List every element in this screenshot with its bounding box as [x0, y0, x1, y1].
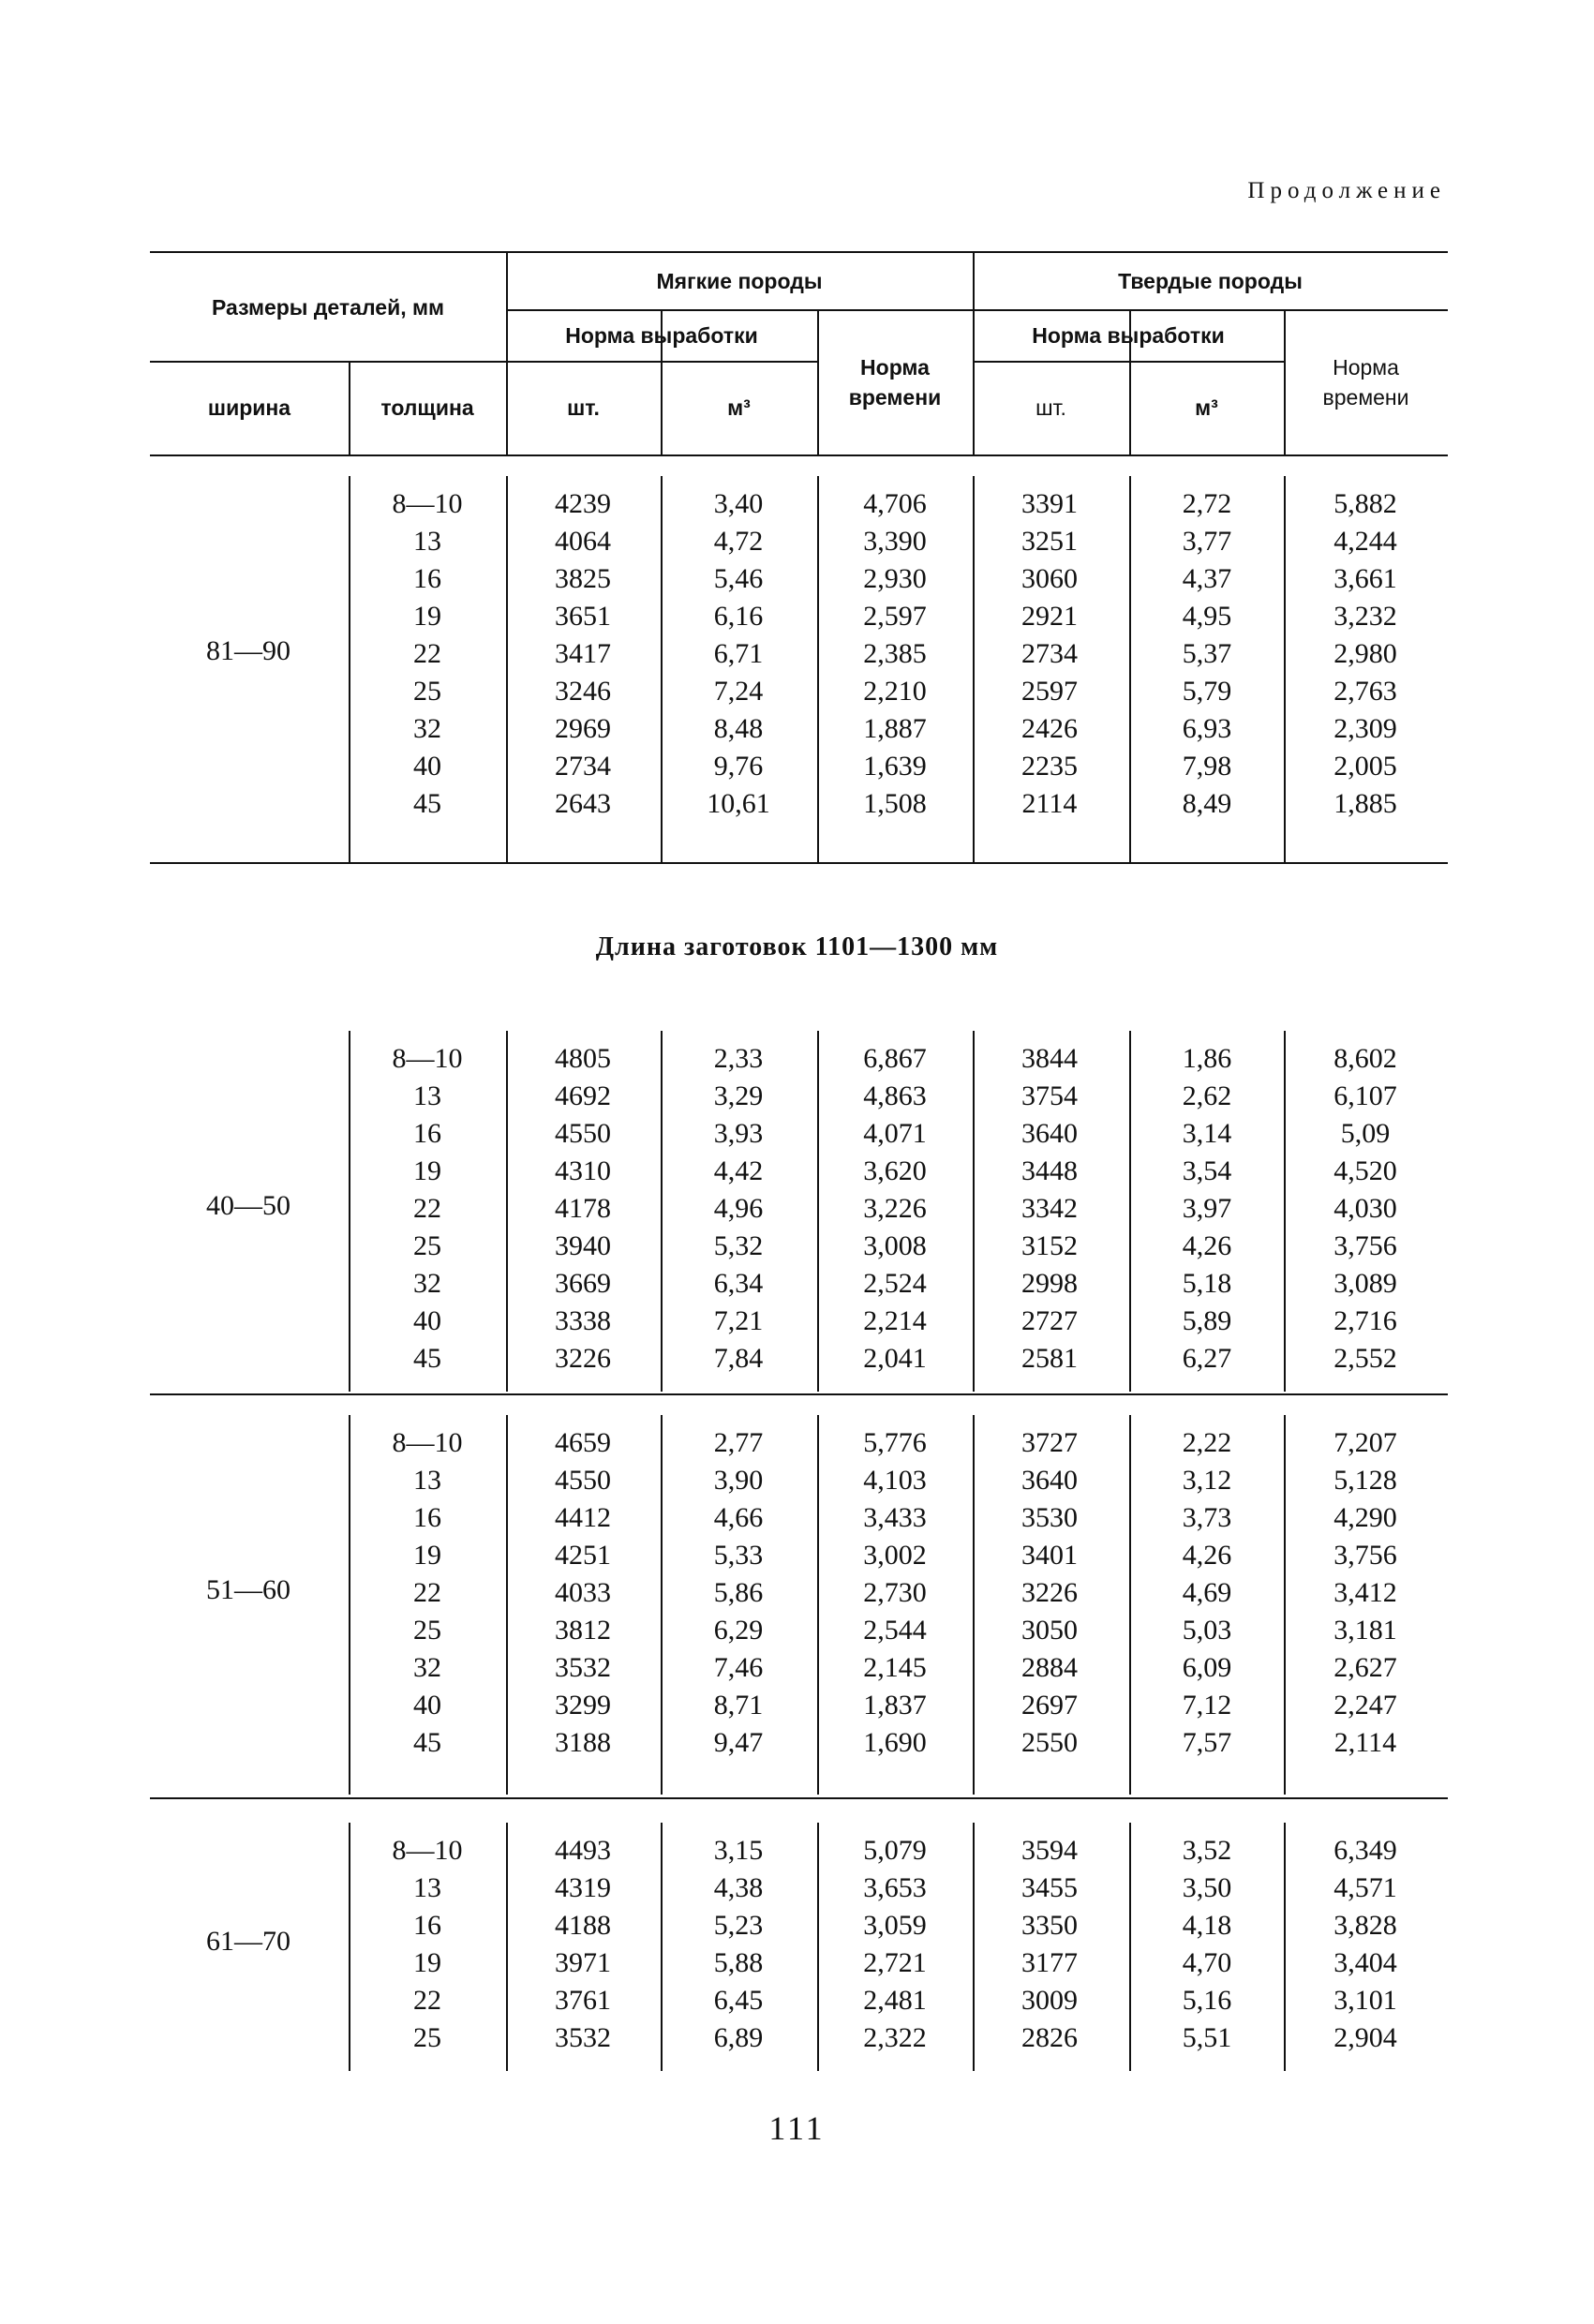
cell-soft-time-norm: 3,226 — [863, 1193, 927, 1224]
header-soft-pieces: шт. — [567, 395, 600, 420]
cell-soft-cubic: 5,33 — [713, 1540, 764, 1571]
cell-hard-cubic: 3,14 — [1182, 1118, 1232, 1149]
cell-soft-time-norm: 1,639 — [863, 751, 927, 782]
cell-soft-pieces: 4493 — [555, 1835, 611, 1866]
cell-soft-pieces: 2969 — [555, 713, 611, 744]
cell-hard-time-norm: 3,404 — [1333, 1947, 1397, 1978]
cell-soft-pieces: 3761 — [555, 1985, 611, 2016]
cell-thickness: 19 — [413, 601, 441, 632]
cell-soft-pieces: 3669 — [555, 1268, 611, 1299]
cell-thickness: 8—10 — [392, 488, 463, 519]
cell-soft-pieces: 4550 — [555, 1118, 611, 1149]
cell-soft-cubic: 8,48 — [713, 713, 764, 744]
cell-hard-pieces: 3009 — [1021, 1985, 1078, 2016]
cell-soft-cubic: 8,71 — [713, 1690, 764, 1721]
cell-thickness: 25 — [413, 1230, 441, 1261]
section-heading: Длина заготовок 1101—1300 мм — [595, 932, 999, 961]
cell-thickness: 32 — [413, 1268, 441, 1299]
page-number: 111 — [768, 2109, 826, 2147]
cell-thickness: 8—10 — [392, 1427, 463, 1458]
cell-soft-pieces: 3532 — [555, 2022, 611, 2053]
header-hard-output-norm: Норма выработки — [1032, 322, 1225, 348]
cell-soft-time-norm: 2,210 — [863, 676, 927, 707]
cell-hard-cubic: 5,89 — [1182, 1305, 1232, 1336]
cell-hard-pieces: 3530 — [1021, 1502, 1078, 1533]
cell-hard-pieces: 3391 — [1021, 488, 1078, 519]
cell-hard-time-norm: 2,980 — [1333, 638, 1397, 669]
cell-soft-pieces: 4412 — [555, 1502, 611, 1533]
cell-thickness: 45 — [413, 1343, 441, 1374]
cell-soft-time-norm: 2,214 — [863, 1305, 927, 1336]
cell-hard-time-norm: 2,627 — [1333, 1652, 1397, 1683]
cell-hard-time-norm: 6,107 — [1333, 1080, 1397, 1111]
cell-soft-pieces: 4033 — [555, 1577, 611, 1608]
cell-hard-pieces: 3640 — [1021, 1465, 1078, 1496]
cell-hard-time-norm: 3,412 — [1333, 1577, 1397, 1608]
cell-soft-time-norm: 3,653 — [863, 1872, 927, 1903]
cell-soft-cubic: 5,86 — [713, 1577, 764, 1608]
cell-soft-time-norm: 3,008 — [863, 1230, 927, 1261]
cell-thickness: 22 — [413, 1193, 441, 1224]
cell-hard-time-norm: 2,552 — [1333, 1343, 1397, 1374]
cell-soft-cubic: 9,76 — [713, 751, 764, 782]
cell-thickness: 16 — [413, 563, 441, 594]
cell-hard-pieces: 3455 — [1021, 1872, 1078, 1903]
cell-hard-cubic: 4,26 — [1182, 1230, 1232, 1261]
cell-hard-pieces: 3754 — [1021, 1080, 1078, 1111]
cell-hard-cubic: 5,79 — [1182, 676, 1232, 707]
cell-hard-pieces: 2550 — [1021, 1727, 1078, 1758]
cell-hard-cubic: 3,50 — [1182, 1872, 1232, 1903]
cell-hard-pieces: 3594 — [1021, 1835, 1078, 1866]
cell-hard-cubic: 7,98 — [1182, 751, 1232, 782]
cell-hard-cubic: 7,57 — [1182, 1727, 1232, 1758]
cell-hard-cubic: 8,49 — [1182, 788, 1232, 819]
cell-soft-pieces: 3188 — [555, 1727, 611, 1758]
cell-hard-cubic: 5,18 — [1182, 1268, 1232, 1299]
cell-soft-cubic: 6,71 — [713, 638, 764, 669]
cell-thickness: 16 — [413, 1502, 441, 1533]
cell-hard-pieces: 2884 — [1021, 1652, 1078, 1683]
cell-thickness: 19 — [413, 1155, 441, 1186]
cell-thickness: 19 — [413, 1947, 441, 1978]
cell-hard-cubic: 2,62 — [1182, 1080, 1232, 1111]
cell-soft-cubic: 5,32 — [713, 1230, 764, 1261]
cell-soft-time-norm: 4,071 — [863, 1118, 927, 1149]
cell-thickness: 13 — [413, 1465, 441, 1496]
cell-hard-time-norm: 3,232 — [1333, 601, 1397, 632]
cell-hard-time-norm: 4,244 — [1333, 526, 1397, 557]
cell-soft-time-norm: 1,690 — [863, 1727, 927, 1758]
cell-hard-cubic: 3,52 — [1182, 1835, 1232, 1866]
cell-hard-pieces: 2727 — [1021, 1305, 1078, 1336]
cell-hard-cubic: 5,51 — [1182, 2022, 1232, 2053]
cell-soft-cubic: 6,29 — [713, 1615, 764, 1646]
cell-soft-time-norm: 6,867 — [863, 1043, 927, 1074]
cell-hard-cubic: 2,72 — [1182, 488, 1232, 519]
cell-soft-cubic: 6,45 — [713, 1985, 764, 2016]
cell-thickness: 16 — [413, 1910, 441, 1941]
cell-soft-pieces: 2734 — [555, 751, 611, 782]
cell-soft-cubic: 4,66 — [713, 1502, 764, 1533]
cell-soft-pieces: 3246 — [555, 676, 611, 707]
cell-soft-cubic: 3,15 — [713, 1835, 764, 1866]
width-group-61-70 — [150, 1823, 1448, 2071]
header-soft-woods: Мягкие породы — [656, 269, 823, 293]
width-group-40-50 — [150, 1031, 1448, 1392]
cell-soft-time-norm: 2,145 — [863, 1652, 927, 1683]
cell-soft-pieces: 3651 — [555, 601, 611, 632]
cell-hard-pieces: 3844 — [1021, 1043, 1078, 1074]
header-hard-time-norm: Норма времени — [1322, 354, 1409, 410]
cell-hard-pieces: 3177 — [1021, 1947, 1078, 1978]
cell-soft-pieces: 3940 — [555, 1230, 611, 1261]
cell-hard-pieces: 2734 — [1021, 638, 1078, 669]
cell-hard-time-norm: 4,520 — [1333, 1155, 1397, 1186]
header-hard-woods: Твердые породы — [1118, 269, 1303, 293]
cell-hard-cubic: 4,26 — [1182, 1540, 1232, 1571]
cell-thickness: 32 — [413, 1652, 441, 1683]
cell-hard-pieces: 3060 — [1021, 563, 1078, 594]
header-hard-cubic: м³ — [1195, 395, 1218, 420]
cell-soft-pieces: 4178 — [555, 1193, 611, 1224]
cell-hard-pieces: 2921 — [1021, 601, 1078, 632]
cell-soft-cubic: 4,38 — [713, 1872, 764, 1903]
cell-hard-time-norm: 4,030 — [1333, 1193, 1397, 1224]
cell-hard-time-norm: 8,602 — [1333, 1043, 1397, 1074]
cell-soft-time-norm: 3,059 — [863, 1910, 927, 1941]
cell-hard-cubic: 5,37 — [1182, 638, 1232, 669]
cell-soft-time-norm: 5,776 — [863, 1427, 927, 1458]
cell-hard-time-norm: 3,756 — [1333, 1540, 1397, 1571]
cell-soft-time-norm: 2,544 — [863, 1615, 927, 1646]
cell-hard-cubic: 1,86 — [1182, 1043, 1232, 1074]
width-value: 51—60 — [206, 1574, 290, 1605]
table-header — [150, 251, 1448, 456]
cell-soft-pieces: 3299 — [555, 1690, 611, 1721]
cell-hard-time-norm: 3,181 — [1333, 1615, 1397, 1646]
cell-soft-time-norm: 1,837 — [863, 1690, 927, 1721]
cell-soft-cubic: 4,72 — [713, 526, 764, 557]
cell-hard-pieces: 3226 — [1021, 1577, 1078, 1608]
header-thickness: толщина — [380, 395, 474, 420]
cell-soft-cubic: 3,90 — [713, 1465, 764, 1496]
cell-thickness: 19 — [413, 1540, 441, 1571]
cell-thickness: 40 — [413, 1690, 441, 1721]
cell-hard-time-norm: 4,571 — [1333, 1872, 1397, 1903]
cell-soft-time-norm: 2,041 — [863, 1343, 927, 1374]
cell-soft-cubic: 7,46 — [713, 1652, 764, 1683]
cell-soft-time-norm: 3,390 — [863, 526, 927, 557]
cell-hard-cubic: 3,77 — [1182, 526, 1232, 557]
cell-soft-cubic: 6,34 — [713, 1268, 764, 1299]
cell-soft-cubic: 5,23 — [713, 1910, 764, 1941]
cell-soft-time-norm: 2,322 — [863, 2022, 927, 2053]
cell-soft-time-norm: 2,730 — [863, 1577, 927, 1608]
cell-hard-pieces: 2998 — [1021, 1268, 1078, 1299]
cell-hard-time-norm: 2,247 — [1333, 1690, 1397, 1721]
cell-soft-cubic: 5,88 — [713, 1947, 764, 1978]
cell-soft-cubic: 10,61 — [707, 788, 770, 819]
cell-hard-pieces: 3152 — [1021, 1230, 1078, 1261]
cell-soft-time-norm: 1,887 — [863, 713, 927, 744]
cell-soft-time-norm: 2,524 — [863, 1268, 927, 1299]
cell-hard-time-norm: 5,09 — [1340, 1118, 1391, 1149]
cell-soft-time-norm: 4,103 — [863, 1465, 927, 1496]
width-value: 81—90 — [206, 635, 290, 666]
cell-soft-cubic: 3,93 — [713, 1118, 764, 1149]
cell-hard-cubic: 2,22 — [1182, 1427, 1232, 1458]
cell-soft-pieces: 4659 — [555, 1427, 611, 1458]
cell-thickness: 25 — [413, 676, 441, 707]
cell-hard-cubic: 3,73 — [1182, 1502, 1232, 1533]
cell-soft-pieces: 4805 — [555, 1043, 611, 1074]
cell-hard-cubic: 4,69 — [1182, 1577, 1232, 1608]
cell-hard-cubic: 4,70 — [1182, 1947, 1232, 1978]
cell-hard-time-norm: 3,756 — [1333, 1230, 1397, 1261]
cell-soft-cubic: 6,89 — [713, 2022, 764, 2053]
cell-hard-cubic: 6,93 — [1182, 713, 1232, 744]
cell-hard-pieces: 2426 — [1021, 713, 1078, 744]
header-width: ширина — [207, 395, 291, 420]
cell-thickness: 25 — [413, 2022, 441, 2053]
cell-soft-cubic: 7,24 — [713, 676, 764, 707]
cell-soft-time-norm: 2,481 — [863, 1985, 927, 2016]
cell-hard-pieces: 3050 — [1021, 1615, 1078, 1646]
cell-thickness: 25 — [413, 1615, 441, 1646]
cell-thickness: 32 — [413, 713, 441, 744]
cell-thickness: 40 — [413, 1305, 441, 1336]
header-soft-cubic: м³ — [727, 395, 751, 420]
cell-hard-time-norm: 2,763 — [1333, 676, 1397, 707]
cell-soft-time-norm: 3,002 — [863, 1540, 927, 1571]
cell-soft-time-norm: 2,385 — [863, 638, 927, 669]
cell-soft-cubic: 3,40 — [713, 488, 764, 519]
cell-hard-time-norm: 2,716 — [1333, 1305, 1397, 1336]
cell-hard-time-norm: 3,089 — [1333, 1268, 1397, 1299]
cell-thickness: 8—10 — [392, 1043, 463, 1074]
cell-thickness: 13 — [413, 1872, 441, 1903]
cell-soft-time-norm: 1,508 — [863, 788, 927, 819]
cell-hard-time-norm: 2,114 — [1333, 1727, 1397, 1758]
cell-hard-time-norm: 1,885 — [1333, 788, 1397, 819]
cell-hard-time-norm: 7,207 — [1333, 1427, 1397, 1458]
cell-soft-time-norm: 5,079 — [863, 1835, 927, 1866]
cell-soft-cubic: 4,42 — [713, 1155, 764, 1186]
cell-soft-time-norm: 4,706 — [863, 488, 927, 519]
width-group-81-90 — [150, 476, 1448, 862]
cell-thickness: 22 — [413, 638, 441, 669]
cell-soft-pieces: 2643 — [555, 788, 611, 819]
cell-hard-pieces: 3342 — [1021, 1193, 1078, 1224]
cell-soft-pieces: 4239 — [555, 488, 611, 519]
cell-soft-time-norm: 2,597 — [863, 601, 927, 632]
cell-hard-pieces: 2114 — [1021, 788, 1078, 819]
cell-hard-cubic: 5,03 — [1182, 1615, 1232, 1646]
cell-hard-pieces: 3640 — [1021, 1118, 1078, 1149]
cell-hard-cubic: 6,27 — [1182, 1343, 1232, 1374]
cell-hard-time-norm: 2,309 — [1333, 713, 1397, 744]
cell-hard-time-norm: 2,005 — [1333, 751, 1397, 782]
width-value: 61—70 — [206, 1926, 290, 1957]
cell-soft-pieces: 3971 — [555, 1947, 611, 1978]
cell-soft-pieces: 4251 — [555, 1540, 611, 1571]
cell-hard-time-norm: 3,661 — [1333, 563, 1397, 594]
cell-thickness: 13 — [413, 1080, 441, 1111]
cell-hard-time-norm: 4,290 — [1333, 1502, 1397, 1533]
cell-soft-cubic: 5,46 — [713, 563, 764, 594]
cell-thickness: 45 — [413, 1727, 441, 1758]
cell-soft-pieces: 4310 — [555, 1155, 611, 1186]
cell-soft-cubic: 6,16 — [713, 601, 764, 632]
cell-soft-pieces: 4064 — [555, 526, 611, 557]
cell-thickness: 8—10 — [392, 1835, 463, 1866]
cell-soft-pieces: 3226 — [555, 1343, 611, 1374]
cell-hard-time-norm: 3,101 — [1333, 1985, 1397, 2016]
cell-soft-cubic: 7,84 — [713, 1343, 764, 1374]
cell-hard-time-norm: 2,904 — [1333, 2022, 1397, 2053]
cell-soft-pieces: 3812 — [555, 1615, 611, 1646]
cell-soft-pieces: 3338 — [555, 1305, 611, 1336]
cell-hard-pieces: 2235 — [1021, 751, 1078, 782]
cell-hard-pieces: 3350 — [1021, 1910, 1078, 1941]
cell-soft-pieces: 3417 — [555, 638, 611, 669]
width-value: 40—50 — [206, 1190, 290, 1221]
cell-thickness: 22 — [413, 1985, 441, 2016]
cell-hard-cubic: 6,09 — [1182, 1652, 1232, 1683]
cell-soft-cubic: 3,29 — [713, 1080, 764, 1111]
cell-soft-time-norm: 3,620 — [863, 1155, 927, 1186]
header-soft-time-norm: Норма времени — [848, 354, 942, 410]
cell-hard-pieces: 2697 — [1021, 1690, 1078, 1721]
cell-soft-pieces: 3825 — [555, 563, 611, 594]
cell-hard-cubic: 5,16 — [1182, 1985, 1232, 2016]
header-hard-pieces: шт. — [1035, 395, 1066, 420]
cell-soft-cubic: 9,47 — [713, 1727, 764, 1758]
cell-soft-time-norm: 3,433 — [863, 1502, 927, 1533]
cell-soft-cubic: 4,96 — [713, 1193, 764, 1224]
cell-hard-cubic: 3,54 — [1182, 1155, 1232, 1186]
cell-soft-pieces: 4319 — [555, 1872, 611, 1903]
cell-hard-cubic: 4,95 — [1182, 601, 1232, 632]
cell-hard-pieces: 2826 — [1021, 2022, 1078, 2053]
cell-soft-pieces: 3532 — [555, 1652, 611, 1683]
cell-soft-time-norm: 4,863 — [863, 1080, 927, 1111]
cell-soft-cubic: 7,21 — [713, 1305, 764, 1336]
cell-thickness: 45 — [413, 788, 441, 819]
cell-hard-cubic: 3,12 — [1182, 1465, 1232, 1496]
cell-soft-pieces: 4692 — [555, 1080, 611, 1111]
cell-hard-time-norm: 5,128 — [1333, 1465, 1397, 1496]
cell-hard-pieces: 3448 — [1021, 1155, 1078, 1186]
cell-soft-pieces: 4188 — [555, 1910, 611, 1941]
cell-hard-cubic: 4,18 — [1182, 1910, 1232, 1941]
cell-hard-time-norm: 5,882 — [1333, 488, 1397, 519]
header-sizes: Размеры деталей, мм — [211, 294, 445, 320]
cell-soft-pieces: 4550 — [555, 1465, 611, 1496]
cell-soft-time-norm: 2,721 — [863, 1947, 927, 1978]
cell-hard-pieces: 2597 — [1021, 676, 1078, 707]
cell-hard-pieces: 2581 — [1021, 1343, 1078, 1374]
header-soft-output-norm: Норма выработки — [565, 322, 758, 348]
cell-hard-cubic: 7,12 — [1182, 1690, 1232, 1721]
cell-hard-pieces: 3401 — [1021, 1540, 1078, 1571]
cell-hard-cubic: 4,37 — [1182, 563, 1232, 594]
cell-soft-cubic: 2,77 — [713, 1427, 764, 1458]
cell-thickness: 13 — [413, 526, 441, 557]
width-group-51-60 — [150, 1415, 1448, 1795]
cell-hard-time-norm: 6,349 — [1333, 1835, 1397, 1866]
cell-hard-cubic: 3,97 — [1182, 1193, 1232, 1224]
cell-hard-pieces: 3251 — [1021, 526, 1078, 557]
cell-soft-time-norm: 2,930 — [863, 563, 927, 594]
cell-thickness: 22 — [413, 1577, 441, 1608]
continued-label: Продолжение — [1247, 178, 1446, 203]
cell-thickness: 16 — [413, 1118, 441, 1149]
cell-hard-pieces: 3727 — [1021, 1427, 1078, 1458]
cell-thickness: 40 — [413, 751, 441, 782]
cell-hard-time-norm: 3,828 — [1333, 1910, 1397, 1941]
cell-soft-cubic: 2,33 — [713, 1043, 764, 1074]
